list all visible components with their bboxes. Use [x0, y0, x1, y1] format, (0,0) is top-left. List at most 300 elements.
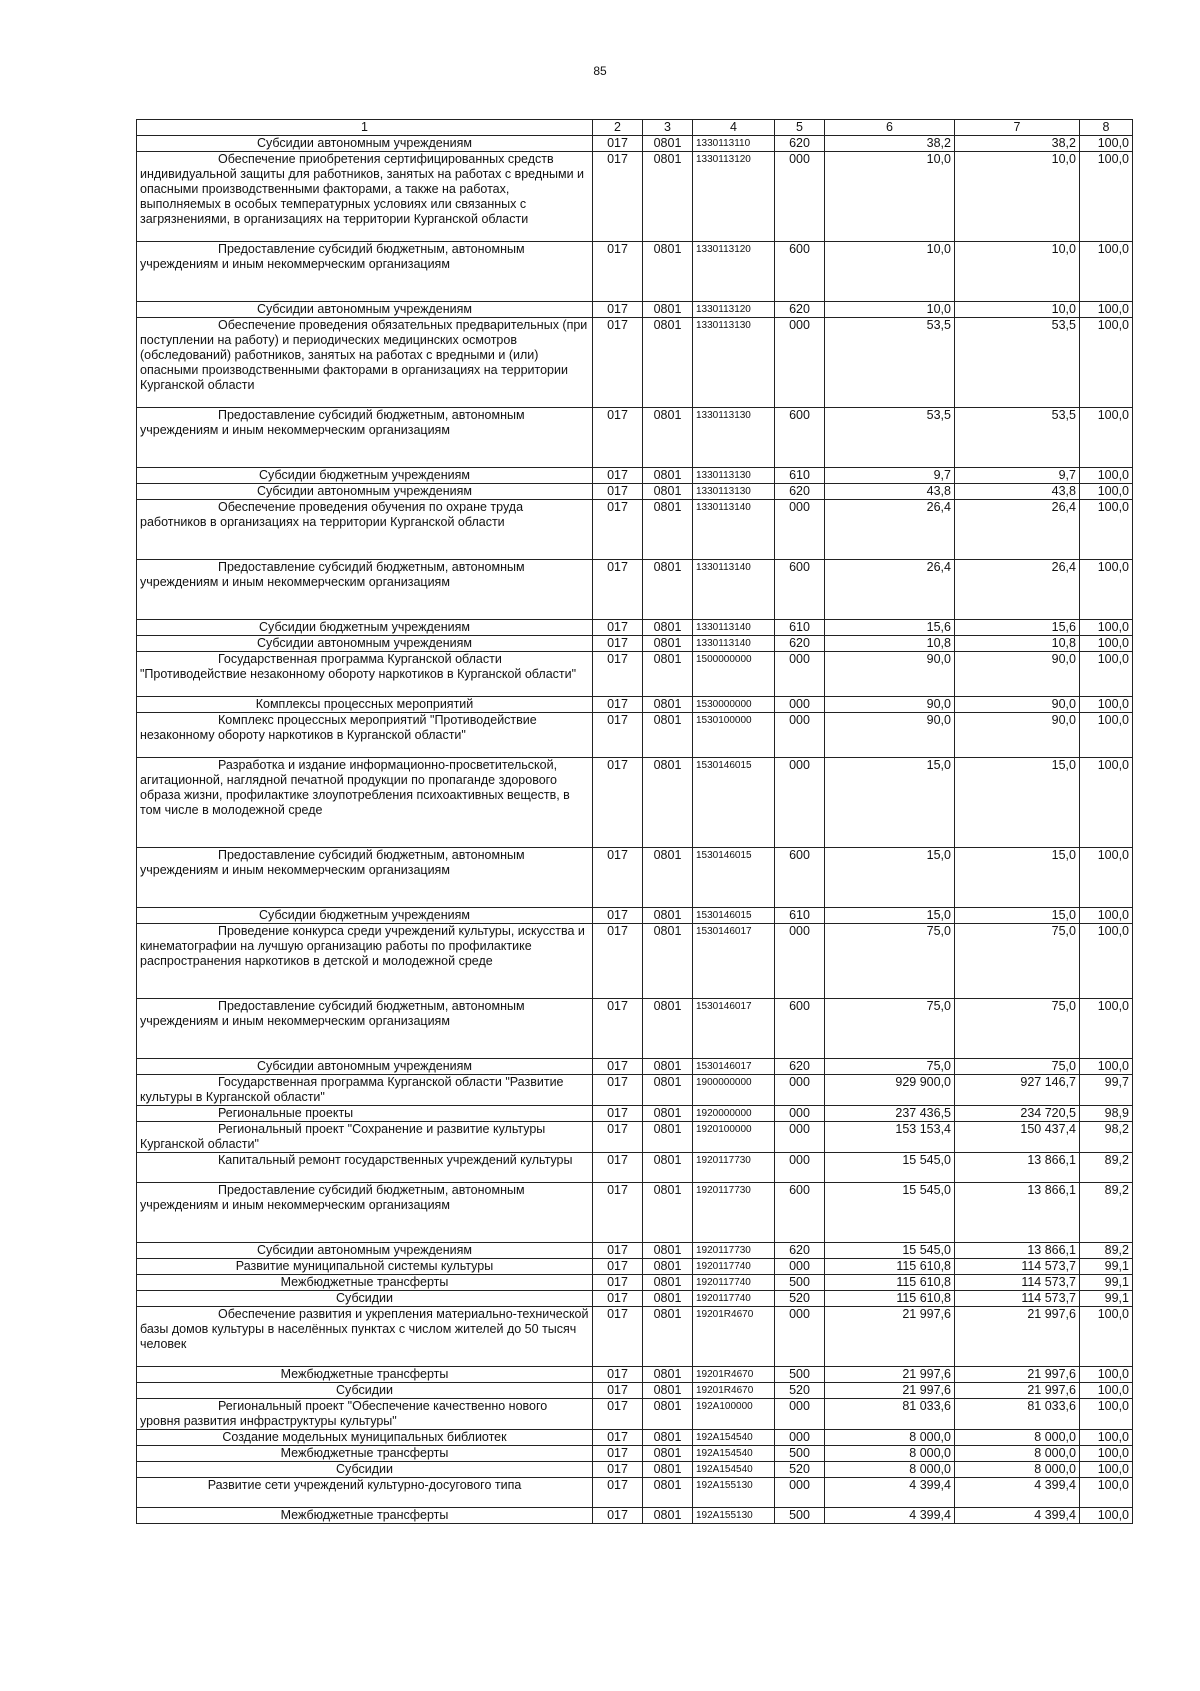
cell-expense-type: 500 — [775, 1367, 825, 1383]
cell-target-code: 1530146017 — [693, 1059, 775, 1075]
cell-section-code: 0801 — [643, 1243, 693, 1259]
cell-target-code: 1330113140 — [693, 560, 775, 620]
cell-section-code: 0801 — [643, 1106, 693, 1122]
row-name: Субсидии бюджетным учреждениям — [137, 468, 593, 484]
cell-planned-amount: 21 997,6 — [825, 1383, 955, 1399]
cell-actual-amount: 10,0 — [955, 152, 1080, 242]
cell-actual-amount: 26,4 — [955, 500, 1080, 560]
cell-percent: 99,7 — [1080, 1075, 1133, 1106]
row-name: Субсидии бюджетным учреждениям — [137, 620, 593, 636]
cell-ministry-code: 017 — [593, 999, 643, 1059]
row-name: Обеспечение проведения обязательных предварительных (при поступлении на работу) и периодических медицинских осмотров (обследований) работников, занятых на работах с вредными и (или) опасными производственными факторами в организациях на территории Курганской области — [137, 318, 593, 408]
cell-ministry-code: 017 — [593, 1275, 643, 1291]
header-col-6: 6 — [825, 120, 955, 136]
row-name: Предоставление субсидий бюджетным, автономным учреждениям и иным некоммерческим организациям — [137, 999, 593, 1059]
cell-section-code: 0801 — [643, 999, 693, 1059]
cell-expense-type: 620 — [775, 484, 825, 500]
cell-percent: 100,0 — [1080, 1367, 1133, 1383]
cell-planned-amount: 75,0 — [825, 924, 955, 999]
cell-percent: 99,1 — [1080, 1259, 1133, 1275]
cell-percent: 100,0 — [1080, 136, 1133, 152]
cell-target-code: 1530146017 — [693, 924, 775, 999]
row-name: Региональный проект "Сохранение и развитие культуры Курганской области" — [137, 1122, 593, 1153]
cell-planned-amount: 15,0 — [825, 908, 955, 924]
row-name: Предоставление субсидий бюджетным, автономным учреждениям и иным некоммерческим организациям — [137, 408, 593, 468]
table-row — [137, 1075, 1133, 1106]
row-name: Предоставление субсидий бюджетным, автономным учреждениям и иным некоммерческим организациям — [137, 242, 593, 302]
cell-actual-amount: 38,2 — [955, 136, 1080, 152]
cell-actual-amount: 13 866,1 — [955, 1183, 1080, 1243]
cell-ministry-code: 017 — [593, 1367, 643, 1383]
cell-section-code: 0801 — [643, 1275, 693, 1291]
row-name: Создание модельных муниципальных библиотек — [137, 1430, 593, 1446]
cell-expense-type: 000 — [775, 1399, 825, 1430]
cell-section-code: 0801 — [643, 636, 693, 652]
row-name: Межбюджетные трансферты — [137, 1367, 593, 1383]
cell-actual-amount: 15,6 — [955, 620, 1080, 636]
cell-section-code: 0801 — [643, 1259, 693, 1275]
row-name: Обеспечение развития и укрепления материально-технической базы домов культуры в населённых пунктах с числом жителей до 50 тысяч человек — [137, 1307, 593, 1367]
cell-planned-amount: 38,2 — [825, 136, 955, 152]
cell-planned-amount: 4 399,4 — [825, 1508, 955, 1524]
cell-ministry-code: 017 — [593, 468, 643, 484]
row-name: Субсидии бюджетным учреждениям — [137, 908, 593, 924]
cell-planned-amount: 10,0 — [825, 302, 955, 318]
table-row — [137, 1430, 1133, 1446]
cell-planned-amount: 15 545,0 — [825, 1183, 955, 1243]
table-row — [137, 1243, 1133, 1259]
table-header — [137, 120, 1133, 136]
cell-actual-amount: 81 033,6 — [955, 1399, 1080, 1430]
cell-actual-amount: 53,5 — [955, 408, 1080, 468]
cell-target-code: 19201R4670 — [693, 1383, 775, 1399]
cell-target-code: 1330113130 — [693, 484, 775, 500]
cell-expense-type: 000 — [775, 152, 825, 242]
cell-percent: 100,0 — [1080, 1462, 1133, 1478]
cell-expense-type: 000 — [775, 924, 825, 999]
cell-actual-amount: 43,8 — [955, 484, 1080, 500]
row-name: Региональные проекты — [137, 1106, 593, 1122]
cell-percent: 100,0 — [1080, 408, 1133, 468]
cell-section-code: 0801 — [643, 302, 693, 318]
cell-ministry-code: 017 — [593, 1183, 643, 1243]
cell-section-code: 0801 — [643, 1478, 693, 1508]
table-row — [137, 636, 1133, 652]
cell-section-code: 0801 — [643, 713, 693, 758]
cell-target-code: 192A154540 — [693, 1446, 775, 1462]
table-row — [137, 1275, 1133, 1291]
cell-actual-amount: 13 866,1 — [955, 1153, 1080, 1183]
cell-percent: 99,1 — [1080, 1275, 1133, 1291]
row-name: Субсидии — [137, 1383, 593, 1399]
cell-section-code: 0801 — [643, 758, 693, 848]
cell-section-code: 0801 — [643, 500, 693, 560]
cell-ministry-code: 017 — [593, 1122, 643, 1153]
cell-percent: 100,0 — [1080, 652, 1133, 697]
row-name: Межбюджетные трансферты — [137, 1508, 593, 1524]
cell-planned-amount: 10,0 — [825, 242, 955, 302]
cell-target-code: 1920117730 — [693, 1153, 775, 1183]
header-col-4: 4 — [693, 120, 775, 136]
header-col-1: 1 — [137, 120, 593, 136]
cell-ministry-code: 017 — [593, 1243, 643, 1259]
cell-planned-amount: 26,4 — [825, 500, 955, 560]
cell-target-code: 1920000000 — [693, 1106, 775, 1122]
cell-expense-type: 610 — [775, 908, 825, 924]
cell-planned-amount: 237 436,5 — [825, 1106, 955, 1122]
cell-target-code: 1330113140 — [693, 620, 775, 636]
cell-expense-type: 620 — [775, 302, 825, 318]
cell-actual-amount: 4 399,4 — [955, 1478, 1080, 1508]
row-name: Субсидии автономным учреждениям — [137, 484, 593, 500]
cell-planned-amount: 15,0 — [825, 848, 955, 908]
cell-target-code: 192A154540 — [693, 1462, 775, 1478]
cell-planned-amount: 53,5 — [825, 318, 955, 408]
table-row — [137, 1259, 1133, 1275]
cell-section-code: 0801 — [643, 924, 693, 999]
cell-target-code: 1330113140 — [693, 636, 775, 652]
table-row — [137, 242, 1133, 302]
cell-expense-type: 000 — [775, 697, 825, 713]
cell-ministry-code: 017 — [593, 652, 643, 697]
cell-percent: 100,0 — [1080, 1478, 1133, 1508]
cell-section-code: 0801 — [643, 1075, 693, 1106]
table-row — [137, 1307, 1133, 1367]
table-row — [137, 924, 1133, 999]
table-row — [137, 848, 1133, 908]
cell-ministry-code: 017 — [593, 318, 643, 408]
cell-actual-amount: 75,0 — [955, 999, 1080, 1059]
cell-ministry-code: 017 — [593, 152, 643, 242]
table-row — [137, 1462, 1133, 1478]
cell-ministry-code: 017 — [593, 484, 643, 500]
cell-ministry-code: 017 — [593, 1399, 643, 1430]
table-row — [137, 1508, 1133, 1524]
cell-expense-type: 000 — [775, 1106, 825, 1122]
cell-section-code: 0801 — [643, 1367, 693, 1383]
cell-ministry-code: 017 — [593, 620, 643, 636]
cell-target-code: 1920117740 — [693, 1259, 775, 1275]
cell-section-code: 0801 — [643, 620, 693, 636]
cell-planned-amount: 4 399,4 — [825, 1478, 955, 1508]
cell-section-code: 0801 — [643, 136, 693, 152]
cell-expense-type: 000 — [775, 318, 825, 408]
cell-ministry-code: 017 — [593, 1075, 643, 1106]
cell-actual-amount: 90,0 — [955, 652, 1080, 697]
cell-section-code: 0801 — [643, 652, 693, 697]
cell-expense-type: 600 — [775, 1183, 825, 1243]
cell-actual-amount: 10,0 — [955, 242, 1080, 302]
cell-expense-type: 620 — [775, 636, 825, 652]
cell-expense-type: 600 — [775, 560, 825, 620]
row-name: Региональный проект "Обеспечение качественно нового уровня развития инфраструктуры культуры" — [137, 1399, 593, 1430]
cell-target-code: 1530146015 — [693, 848, 775, 908]
cell-section-code: 0801 — [643, 1508, 693, 1524]
cell-planned-amount: 15,0 — [825, 758, 955, 848]
cell-ministry-code: 017 — [593, 713, 643, 758]
row-name: Субсидии автономным учреждениям — [137, 136, 593, 152]
cell-percent: 100,0 — [1080, 758, 1133, 848]
cell-percent: 100,0 — [1080, 468, 1133, 484]
cell-ministry-code: 017 — [593, 908, 643, 924]
cell-actual-amount: 234 720,5 — [955, 1106, 1080, 1122]
cell-actual-amount: 21 997,6 — [955, 1383, 1080, 1399]
cell-target-code: 192A155130 — [693, 1508, 775, 1524]
cell-ministry-code: 017 — [593, 242, 643, 302]
cell-section-code: 0801 — [643, 318, 693, 408]
cell-actual-amount: 21 997,6 — [955, 1307, 1080, 1367]
cell-target-code: 1500000000 — [693, 652, 775, 697]
row-name: Капитальный ремонт государственных учреждений культуры — [137, 1153, 593, 1183]
row-name: Комплексы процессных мероприятий — [137, 697, 593, 713]
cell-actual-amount: 114 573,7 — [955, 1291, 1080, 1307]
cell-actual-amount: 13 866,1 — [955, 1243, 1080, 1259]
row-name: Субсидии автономным учреждениям — [137, 302, 593, 318]
cell-planned-amount: 15,6 — [825, 620, 955, 636]
cell-actual-amount: 21 997,6 — [955, 1367, 1080, 1383]
cell-actual-amount: 26,4 — [955, 560, 1080, 620]
cell-percent: 100,0 — [1080, 1059, 1133, 1075]
cell-target-code: 192A100000 — [693, 1399, 775, 1430]
cell-percent: 100,0 — [1080, 636, 1133, 652]
cell-ministry-code: 017 — [593, 697, 643, 713]
row-name: Государственная программа Курганской области "Противодействие незаконному обороту наркотиков в Курганской области" — [137, 652, 593, 697]
row-name: Обеспечение проведения обучения по охране труда работников в организациях на территории Курганской области — [137, 500, 593, 560]
table-row — [137, 136, 1133, 152]
cell-percent: 100,0 — [1080, 848, 1133, 908]
cell-percent: 100,0 — [1080, 1399, 1133, 1430]
table-row — [137, 1122, 1133, 1153]
cell-expense-type: 620 — [775, 1059, 825, 1075]
cell-target-code: 1330113140 — [693, 500, 775, 560]
cell-planned-amount: 9,7 — [825, 468, 955, 484]
cell-actual-amount: 15,0 — [955, 848, 1080, 908]
cell-expense-type: 520 — [775, 1383, 825, 1399]
cell-target-code: 1330113110 — [693, 136, 775, 152]
table-row — [137, 1059, 1133, 1075]
cell-expense-type: 520 — [775, 1291, 825, 1307]
cell-ministry-code: 017 — [593, 1259, 643, 1275]
cell-target-code: 1920117740 — [693, 1291, 775, 1307]
cell-section-code: 0801 — [643, 908, 693, 924]
table-row — [137, 468, 1133, 484]
cell-expense-type: 500 — [775, 1446, 825, 1462]
table-row — [137, 697, 1133, 713]
table-row — [137, 999, 1133, 1059]
cell-actual-amount: 9,7 — [955, 468, 1080, 484]
cell-expense-type: 600 — [775, 408, 825, 468]
row-name: Субсидии — [137, 1462, 593, 1478]
cell-percent: 100,0 — [1080, 1383, 1133, 1399]
cell-expense-type: 000 — [775, 1259, 825, 1275]
cell-ministry-code: 017 — [593, 1430, 643, 1446]
cell-target-code: 1330113120 — [693, 242, 775, 302]
cell-expense-type: 610 — [775, 620, 825, 636]
cell-percent: 100,0 — [1080, 908, 1133, 924]
cell-section-code: 0801 — [643, 1059, 693, 1075]
cell-target-code: 1530000000 — [693, 697, 775, 713]
cell-section-code: 0801 — [643, 697, 693, 713]
cell-expense-type: 000 — [775, 1122, 825, 1153]
cell-ministry-code: 017 — [593, 1106, 643, 1122]
cell-section-code: 0801 — [643, 1383, 693, 1399]
cell-ministry-code: 017 — [593, 1307, 643, 1367]
cell-planned-amount: 53,5 — [825, 408, 955, 468]
cell-ministry-code: 017 — [593, 560, 643, 620]
cell-actual-amount: 90,0 — [955, 713, 1080, 758]
table-row — [137, 1383, 1133, 1399]
cell-percent: 100,0 — [1080, 484, 1133, 500]
cell-actual-amount: 90,0 — [955, 697, 1080, 713]
cell-percent: 98,9 — [1080, 1106, 1133, 1122]
cell-target-code: 1330113130 — [693, 318, 775, 408]
table-row — [137, 560, 1133, 620]
row-name: Комплекс процессных мероприятий "Противодействие незаконному обороту наркотиков в Курганской области" — [137, 713, 593, 758]
cell-ministry-code: 017 — [593, 924, 643, 999]
cell-target-code: 1920100000 — [693, 1122, 775, 1153]
cell-planned-amount: 15 545,0 — [825, 1153, 955, 1183]
cell-percent: 100,0 — [1080, 242, 1133, 302]
cell-percent: 100,0 — [1080, 713, 1133, 758]
cell-ministry-code: 017 — [593, 1059, 643, 1075]
table-body — [137, 136, 1133, 1524]
table-row — [137, 620, 1133, 636]
cell-expense-type: 500 — [775, 1508, 825, 1524]
cell-expense-type: 000 — [775, 500, 825, 560]
cell-actual-amount: 8 000,0 — [955, 1446, 1080, 1462]
cell-percent: 89,2 — [1080, 1183, 1133, 1243]
cell-section-code: 0801 — [643, 1122, 693, 1153]
cell-percent: 100,0 — [1080, 697, 1133, 713]
table-row — [137, 408, 1133, 468]
header-col-2: 2 — [593, 120, 643, 136]
cell-ministry-code: 017 — [593, 1446, 643, 1462]
cell-expense-type: 520 — [775, 1462, 825, 1478]
cell-percent: 100,0 — [1080, 560, 1133, 620]
cell-planned-amount: 115 610,8 — [825, 1259, 955, 1275]
table-row — [137, 1367, 1133, 1383]
cell-expense-type: 000 — [775, 758, 825, 848]
cell-target-code: 192A155130 — [693, 1478, 775, 1508]
cell-percent: 100,0 — [1080, 1508, 1133, 1524]
cell-planned-amount: 115 610,8 — [825, 1291, 955, 1307]
cell-planned-amount: 10,0 — [825, 152, 955, 242]
table-row — [137, 1291, 1133, 1307]
cell-expense-type: 620 — [775, 136, 825, 152]
cell-planned-amount: 81 033,6 — [825, 1399, 955, 1430]
cell-percent: 100,0 — [1080, 500, 1133, 560]
cell-expense-type: 500 — [775, 1275, 825, 1291]
table-row — [137, 1183, 1133, 1243]
table-row — [137, 1478, 1133, 1508]
cell-planned-amount: 43,8 — [825, 484, 955, 500]
table-row — [137, 1106, 1133, 1122]
row-name: Предоставление субсидий бюджетным, автономным учреждениям и иным некоммерческим организациям — [137, 848, 593, 908]
cell-planned-amount: 10,8 — [825, 636, 955, 652]
row-name: Субсидии автономным учреждениям — [137, 1243, 593, 1259]
row-name: Развитие муниципальной системы культуры — [137, 1259, 593, 1275]
cell-planned-amount: 75,0 — [825, 1059, 955, 1075]
table-row — [137, 484, 1133, 500]
table-row — [137, 318, 1133, 408]
table-row — [137, 152, 1133, 242]
cell-planned-amount: 115 610,8 — [825, 1275, 955, 1291]
cell-percent: 100,0 — [1080, 924, 1133, 999]
table-row — [137, 758, 1133, 848]
cell-target-code: 1330113120 — [693, 302, 775, 318]
cell-expense-type: 620 — [775, 1243, 825, 1259]
cell-target-code: 1920117730 — [693, 1183, 775, 1243]
cell-actual-amount: 53,5 — [955, 318, 1080, 408]
cell-planned-amount: 26,4 — [825, 560, 955, 620]
row-name: Субсидии автономным учреждениям — [137, 636, 593, 652]
cell-expense-type: 610 — [775, 468, 825, 484]
cell-percent: 98,2 — [1080, 1122, 1133, 1153]
cell-expense-type: 000 — [775, 1307, 825, 1367]
header-col-7: 7 — [955, 120, 1080, 136]
cell-percent: 89,2 — [1080, 1243, 1133, 1259]
cell-target-code: 1330113120 — [693, 152, 775, 242]
cell-actual-amount: 10,8 — [955, 636, 1080, 652]
header-col-5: 5 — [775, 120, 825, 136]
table-row — [137, 1399, 1133, 1430]
cell-section-code: 0801 — [643, 848, 693, 908]
cell-section-code: 0801 — [643, 484, 693, 500]
cell-actual-amount: 15,0 — [955, 908, 1080, 924]
row-name: Межбюджетные трансферты — [137, 1275, 593, 1291]
cell-actual-amount: 8 000,0 — [955, 1430, 1080, 1446]
cell-section-code: 0801 — [643, 1462, 693, 1478]
cell-actual-amount: 10,0 — [955, 302, 1080, 318]
budget-table — [136, 119, 1133, 1524]
cell-percent: 100,0 — [1080, 152, 1133, 242]
header-row — [137, 120, 1133, 136]
cell-planned-amount: 8 000,0 — [825, 1462, 955, 1478]
row-name: Государственная программа Курганской области "Развитие культуры в Курганской области" — [137, 1075, 593, 1106]
cell-section-code: 0801 — [643, 1291, 693, 1307]
cell-expense-type: 000 — [775, 1153, 825, 1183]
row-name: Разработка и издание информационно-просветительской, агитационной, наглядной печатной продукции по пропаганде здорового образа жизни, профилактике злоупотребления психоактивных веществ, в том числе в молодежной среде — [137, 758, 593, 848]
cell-section-code: 0801 — [643, 408, 693, 468]
cell-planned-amount: 90,0 — [825, 713, 955, 758]
cell-section-code: 0801 — [643, 1446, 693, 1462]
cell-ministry-code: 017 — [593, 500, 643, 560]
table-row — [137, 1446, 1133, 1462]
cell-ministry-code: 017 — [593, 1462, 643, 1478]
cell-target-code: 1530100000 — [693, 713, 775, 758]
row-name: Обеспечение приобретения сертифицированных средств индивидуальной защиты для работников, занятых на работах с вредными и опасными производственными факторами, а также на работах, выполняемых в особых температурных условиях или связанных с загрязнениями, в организациях на территории Курганской области — [137, 152, 593, 242]
cell-planned-amount: 8 000,0 — [825, 1430, 955, 1446]
cell-actual-amount: 8 000,0 — [955, 1462, 1080, 1478]
cell-target-code: 1330113130 — [693, 408, 775, 468]
cell-target-code: 19201R4670 — [693, 1307, 775, 1367]
cell-percent: 100,0 — [1080, 1430, 1133, 1446]
cell-ministry-code: 017 — [593, 302, 643, 318]
cell-ministry-code: 017 — [593, 1508, 643, 1524]
cell-target-code: 1920117730 — [693, 1243, 775, 1259]
cell-planned-amount: 75,0 — [825, 999, 955, 1059]
cell-section-code: 0801 — [643, 1307, 693, 1367]
cell-section-code: 0801 — [643, 1430, 693, 1446]
cell-expense-type: 600 — [775, 999, 825, 1059]
cell-planned-amount: 90,0 — [825, 652, 955, 697]
cell-target-code: 1530146015 — [693, 758, 775, 848]
page-number: 85 — [593, 64, 607, 78]
cell-actual-amount: 150 437,4 — [955, 1122, 1080, 1153]
cell-target-code: 1530146015 — [693, 908, 775, 924]
table-row — [137, 1153, 1133, 1183]
cell-section-code: 0801 — [643, 560, 693, 620]
